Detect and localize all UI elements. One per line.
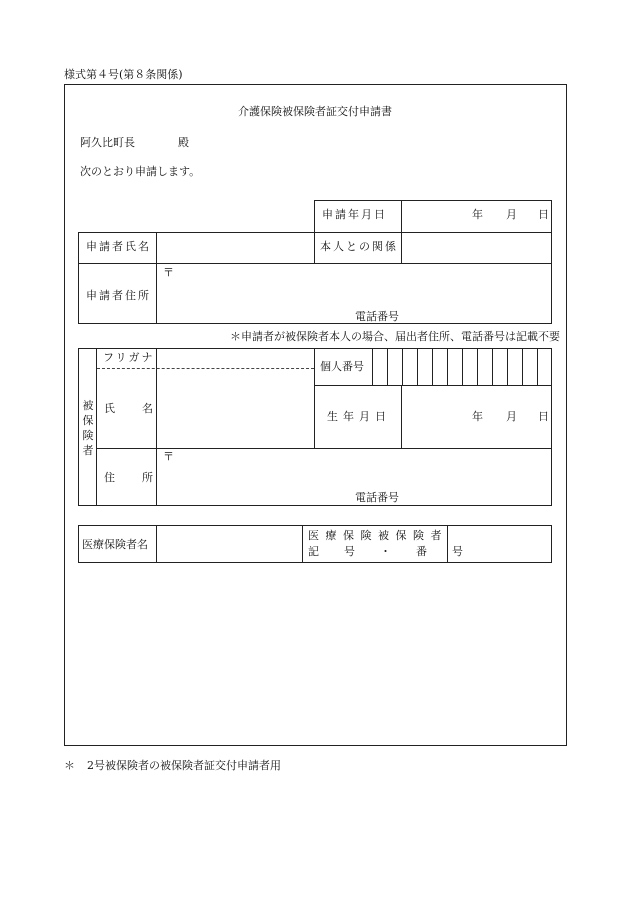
applicant-name-field[interactable] bbox=[157, 233, 314, 263]
medical-insured-label-line2: 記号・番号 bbox=[308, 545, 488, 558]
applicant-name-label: 申請者氏名 bbox=[86, 240, 151, 253]
insured-section-label: 被 保 険 者 bbox=[82, 399, 94, 457]
birth-date-field[interactable] bbox=[402, 386, 551, 448]
furigana-label: フリガナ bbox=[103, 351, 155, 364]
footnote-mark: ＊ bbox=[64, 759, 75, 772]
form-number: 様式第４号(第８条関係) bbox=[64, 68, 183, 81]
medical-insured-number-field[interactable] bbox=[448, 526, 551, 562]
personal-number-label: 個人番号 bbox=[320, 360, 364, 373]
addressee: 阿久比町長 bbox=[80, 136, 135, 149]
insured-address-field[interactable] bbox=[157, 449, 551, 505]
medical-insurer-field[interactable] bbox=[157, 526, 302, 562]
applicant-address-field[interactable] bbox=[157, 264, 551, 323]
birth-date-month: 月 bbox=[506, 410, 517, 423]
application-date-month: 月 bbox=[506, 208, 517, 221]
honorific: 殿 bbox=[178, 136, 189, 149]
applicant-address-label: 申請者住所 bbox=[86, 289, 151, 302]
medical-insurer-label: 医療保険者名 bbox=[82, 538, 148, 551]
insured-name-label-1: 氏 bbox=[104, 402, 115, 415]
applicant-note: ＊申請者が被保険者本人の場合、届出者住所、電話番号は記載不要 bbox=[230, 330, 560, 343]
form-title: 介護保険被保険者証交付申請書 bbox=[238, 105, 392, 118]
furigana-field[interactable] bbox=[157, 349, 314, 368]
insured-name-label-2: 名 bbox=[142, 402, 153, 415]
relation-field[interactable] bbox=[402, 233, 551, 263]
insured-address-label-2: 所 bbox=[142, 471, 153, 484]
application-date-field[interactable] bbox=[402, 201, 551, 231]
medical-insured-label-line1: 医療保険被保険者 bbox=[308, 529, 448, 542]
personal-number-field[interactable] bbox=[373, 349, 551, 385]
application-date-year: 年 bbox=[472, 208, 483, 221]
intro-text: 次のとおり申請します。 bbox=[80, 165, 201, 178]
birth-date-day: 日 bbox=[538, 410, 549, 423]
birth-date-year: 年 bbox=[472, 410, 483, 423]
application-date-day: 日 bbox=[538, 208, 549, 221]
application-date-label: 申請年月日 bbox=[322, 208, 387, 221]
insured-name-field[interactable] bbox=[157, 369, 314, 448]
footnote: 2号被保険者の被保険者証交付申請者用 bbox=[87, 759, 281, 772]
applicant-phone-label: 電話番号 bbox=[355, 310, 399, 323]
applicant-postal-mark: 〒 bbox=[163, 266, 174, 279]
insured-phone-label: 電話番号 bbox=[355, 491, 399, 504]
birth-date-label: 生年月日 bbox=[327, 410, 391, 423]
relation-label: 本人との関係 bbox=[320, 240, 398, 253]
insured-postal-mark: 〒 bbox=[163, 450, 174, 463]
insured-address-label-1: 住 bbox=[104, 471, 115, 484]
